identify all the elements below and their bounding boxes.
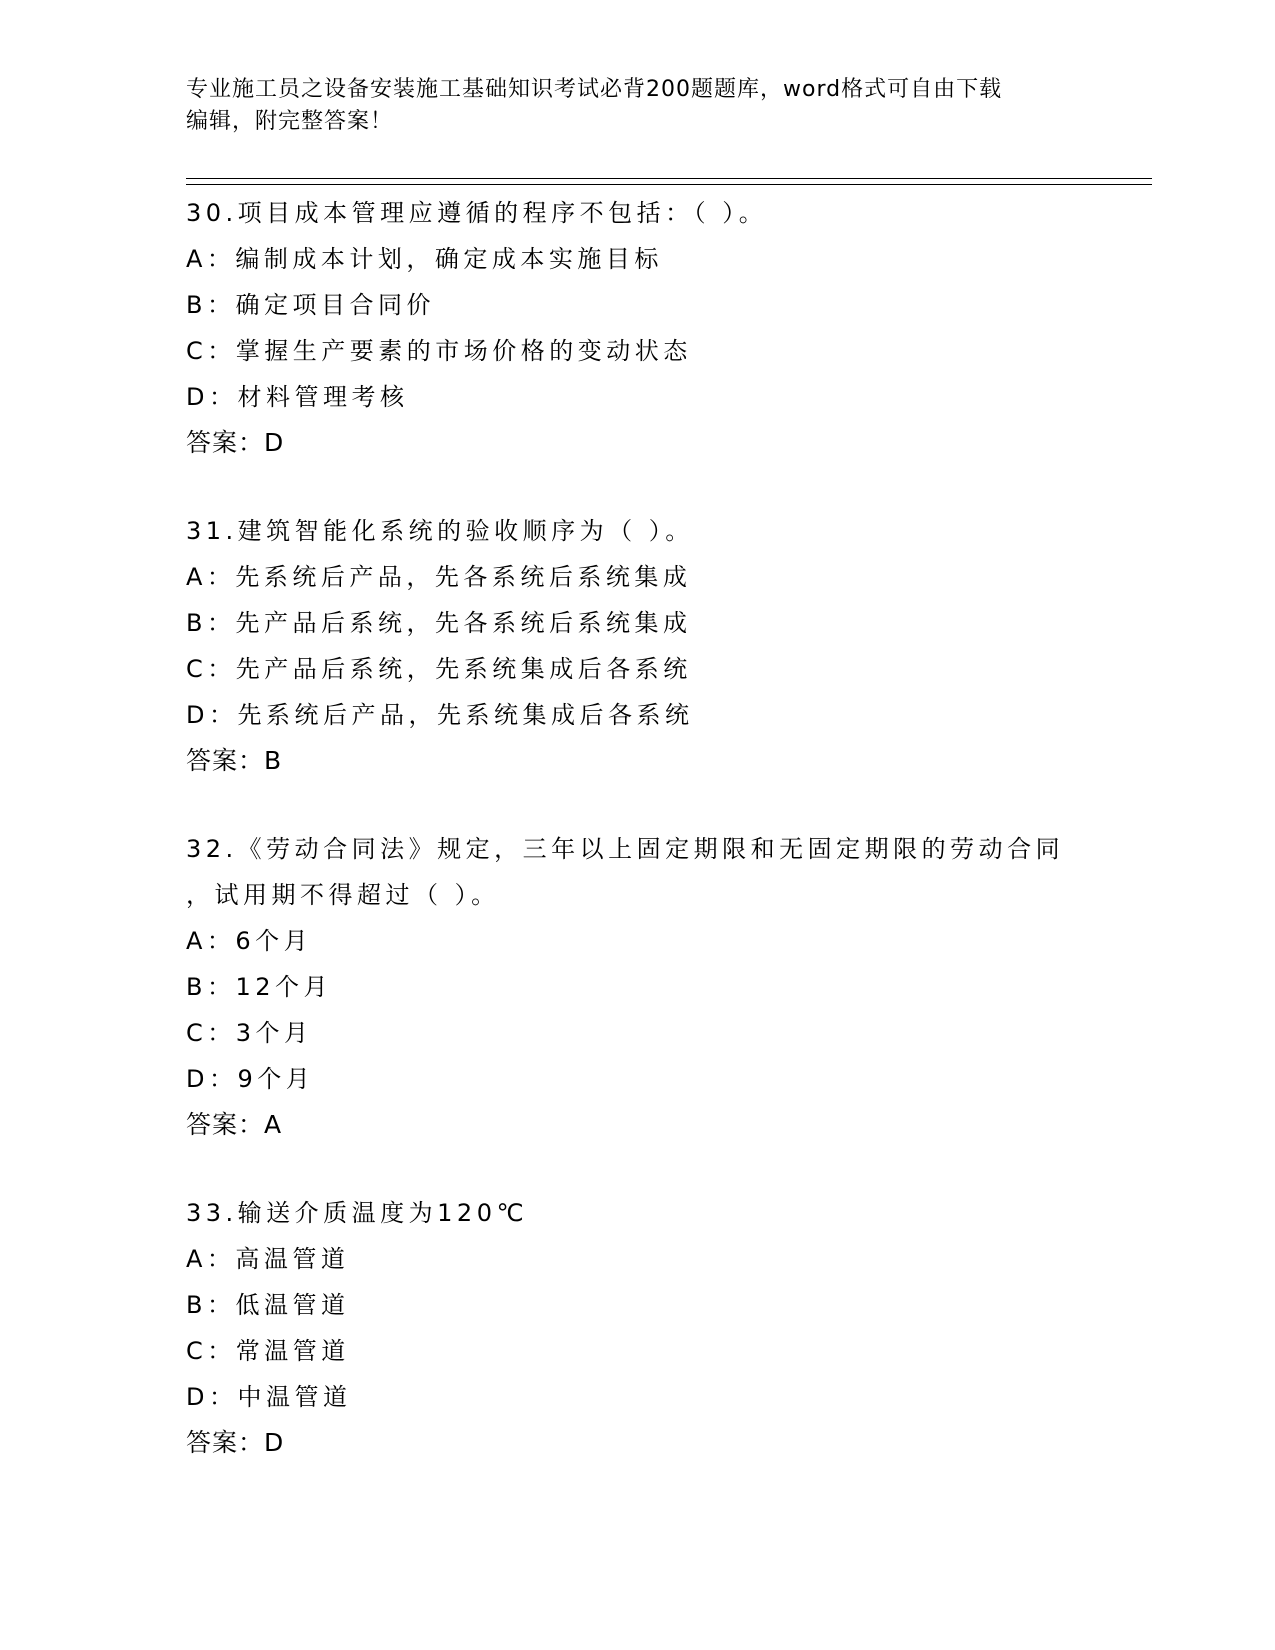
option-b: B：低温管道: [186, 1291, 350, 1319]
answer-label: 答案：B: [186, 746, 283, 775]
document-header: [186, 74, 1066, 138]
option-b: B：12个月: [186, 973, 333, 1001]
option-b: B：确定项目合同价: [186, 291, 435, 319]
question-stem: 31.建筑智能化系统的验收顺序为（ ）。: [186, 517, 694, 545]
answer-label: 答案：D: [186, 428, 285, 457]
option-c: C：掌握生产要素的市场价格的变动状态: [186, 337, 692, 365]
question-list: [186, 190, 1086, 1508]
option-d: D：9个月: [186, 1065, 315, 1093]
option-a: A：6个月: [186, 927, 313, 955]
option-b: B：先产品后系统，先各系统后系统集成: [186, 609, 692, 637]
question-30: [186, 190, 1086, 466]
option-c: C：先产品后系统，先系统集成后各系统: [186, 655, 692, 683]
answer-label: 答案：A: [186, 1110, 283, 1139]
option-a: A：编制成本计划，确定成本实施目标: [186, 245, 663, 273]
option-c: C：常温管道: [186, 1337, 350, 1365]
question-stem: 32.《劳动合同法》规定，三年以上固定期限和无固定期限的劳动合同: [186, 835, 1065, 863]
header-divider-bottom: [186, 184, 1152, 185]
question-stem: 33.输送介质温度为120℃: [186, 1199, 528, 1227]
option-d: D：先系统后产品，先系统集成后各系统: [186, 701, 694, 729]
option-a: A：先系统后产品，先各系统后系统集成: [186, 563, 692, 591]
question-stem-continuation: ，试用期不得超过（ ）。: [186, 881, 500, 909]
header-title-line-1: 专业施工员之设备安装施工基础知识考试必背200题题库，word格式可自由下载: [186, 77, 1003, 102]
option-d: D：材料管理考核: [186, 383, 409, 411]
answer-label: 答案：D: [186, 1428, 285, 1457]
question-33: [186, 1190, 1086, 1466]
header-title-line-2: 编辑，附完整答案！: [186, 109, 394, 134]
option-c: C：3个月: [186, 1019, 313, 1047]
option-a: A：高温管道: [186, 1245, 350, 1273]
question-31: [186, 508, 1086, 784]
option-d: D：中温管道: [186, 1383, 352, 1411]
question-32: [186, 826, 1086, 1148]
question-stem: 30.项目成本管理应遵循的程序不包括：（ ）。: [186, 199, 768, 227]
header-divider-top: [186, 178, 1152, 179]
